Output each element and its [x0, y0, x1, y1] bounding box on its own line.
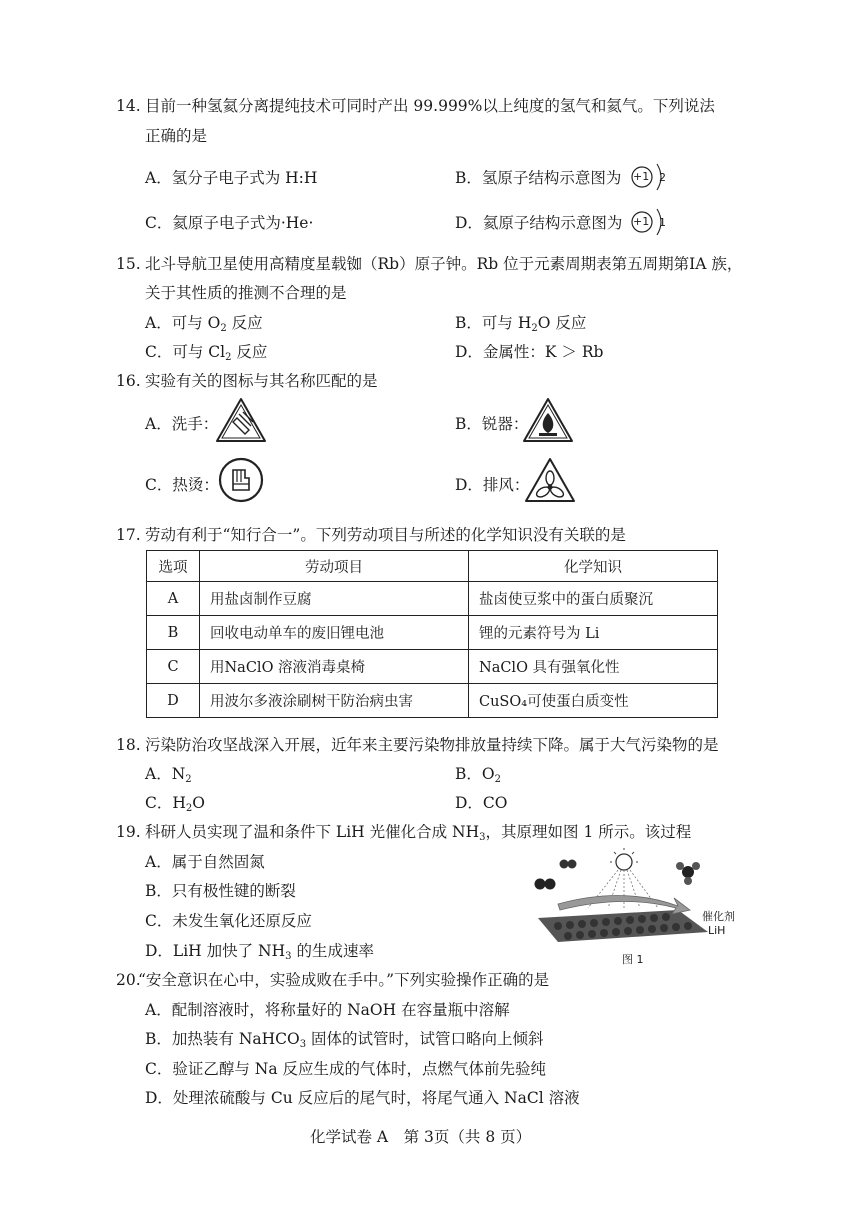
table-cell-option: A [147, 582, 200, 616]
q14-option-a: A．氢分子电子式为 H:H [145, 169, 318, 187]
table-cell-work: 回收电动单车的废旧锂电池 [200, 616, 469, 650]
q15-stem-line2: 关于其性质的推测不合理的是 [145, 284, 347, 302]
q16-number: 16. [116, 372, 141, 390]
table-row [147, 582, 718, 616]
photocatalysis-figure [528, 848, 728, 948]
q14-option-b: B．氢原子结构示意图为 [455, 169, 622, 187]
table-cell-knowledge: CuSO₄可使蛋白质变性 [469, 684, 718, 718]
table-row [147, 616, 718, 650]
nitrogen-molecule-icon [535, 879, 556, 890]
q20-option-b: B．加热装有 NaHCO$_3$ 固体的试管时，试管口略向上倾斜 [145, 1030, 544, 1050]
q19-option-b: B．只有极性键的断裂 [145, 882, 296, 900]
page-footer: 化学试卷 A 第 3页（共 8 页） [310, 1128, 532, 1146]
table-header-row [147, 551, 718, 582]
table-cell-option: B [147, 616, 200, 650]
q18-option-b: B．$O_2$ [455, 765, 501, 785]
q16-option-d: D．排风： [455, 476, 530, 494]
q14-option-d: D．氦原子结构示意图为 [455, 214, 623, 232]
q14-b-nucleus-label: +1 [633, 170, 650, 183]
table-row [147, 684, 718, 718]
fig-label-catalyst: 催化剂 [702, 910, 735, 923]
table-header-option: 选项 [147, 551, 200, 582]
q20-option-d: D．处理浓硫酸与 Cu 反应后的尾气时，将尾气通入 NaCl 溶液 [145, 1089, 580, 1107]
q14-b-shell-label: 2 [659, 171, 666, 184]
table-cell-knowledge: 锂的元素符号为 Li [469, 616, 718, 650]
q14-stem-line1: 目前一种氢氦分离提纯技术可同时产出 99.999%以上纯度的氢气和氦气。下列说法 [145, 97, 715, 115]
q14-stem-line2: 正确的是 [145, 127, 208, 145]
q19-stem: 科研人员实现了温和条件下 LiH 光催化合成 $NH_3$，其原理如图 1 所示。该过程 [145, 823, 692, 843]
q19-number: 19. [116, 823, 141, 841]
hand-wash-warning-icon [215, 396, 267, 444]
q19-option-a: A．属于自然固氮 [145, 853, 265, 871]
table-cell-knowledge: NaClO 具有强氧化性 [469, 650, 718, 684]
q14-option-c: C．氦原子电子式为·He· [145, 214, 314, 232]
q20-number: 20. [116, 971, 141, 989]
q18-stem: 污染防治攻坚战深入开展，近年来主要污染物排放量持续下降。属于大气污染物的是 [145, 736, 719, 754]
catalyst-surface [538, 910, 708, 942]
table-cell-work: 用盐卤制作豆腐 [200, 582, 469, 616]
table-cell-option: D [147, 684, 200, 718]
q15-option-c: C．可与 $Cl_2$ 反应 [145, 343, 268, 363]
ammonia-molecule-icon [676, 862, 700, 885]
table-header-knowledge: 化学知识 [469, 551, 718, 582]
figure-caption: 图 1 [622, 953, 644, 966]
q14-number: 14. [116, 97, 141, 115]
q14-d-shell-label: 1 [659, 216, 666, 229]
hand-glove-icon [218, 456, 264, 504]
q19-option-c: C．未发生氧化还原反应 [145, 912, 312, 930]
q17-table [146, 550, 718, 718]
q18-number: 18. [116, 736, 141, 754]
table-cell-work: 用波尔多液涂刷树干防治病虫害 [200, 684, 469, 718]
table-header-work: 劳动项目 [200, 551, 469, 582]
q16-option-c: C．热烫： [145, 476, 219, 494]
table-cell-option: C [147, 650, 200, 684]
q20-option-a: A．配制溶液时，将称量好的 NaOH 在容量瓶中溶解 [145, 1001, 510, 1019]
hydrogen-molecule-icon [560, 860, 577, 869]
q18-option-a: A．$N_2$ [145, 765, 192, 785]
q18-option-d: D．CO [455, 794, 508, 812]
q14-d-nucleus-label: +1 [633, 215, 650, 228]
q17-stem: 劳动有利于“知行合一”。下列劳动项目与所述的化学知识没有关联的是 [145, 526, 626, 544]
flame-warning-icon [522, 396, 574, 444]
table-cell-work: 用NaClO 溶液消毒桌椅 [200, 650, 469, 684]
q15-stem-line1: 北斗导航卫星使用高精度星载铷（Rb）原子钟。Rb 位于元素周期表第五周期第IA 族， [145, 255, 743, 273]
q16-stem: 实验有关的图标与其名称匹配的是 [145, 372, 378, 390]
fan-exhaust-warning-icon [524, 456, 576, 504]
q17-number: 17. [116, 526, 141, 544]
q15-option-a: A．可与 $O_2$ 反应 [145, 314, 263, 334]
q16-option-a: A．洗手： [145, 415, 219, 433]
q18-option-c: C．$H_2O$ [145, 794, 205, 814]
q15-option-d: D．金属性：K ＞ Rb [455, 343, 604, 361]
q16-option-b: B．锐器： [455, 415, 529, 433]
table-cell-knowledge: 盐卤使豆浆中的蛋白质聚沉 [469, 582, 718, 616]
q20-option-c: C．验证乙醇与 Na 反应生成的气体时，点燃气体前先验纯 [145, 1060, 547, 1078]
table-row [147, 650, 718, 684]
q19-option-d: D．LiH 加快了 $NH_3$ 的生成速率 [145, 942, 374, 962]
fig-label-lih: LiH [708, 924, 726, 937]
q20-stem: “安全意识在心中，实验成败在手中。”下列实验操作正确的是 [138, 971, 550, 989]
q15-option-b: B．可与 $H_2O$ 反应 [455, 314, 587, 334]
q15-number: 15. [116, 255, 141, 273]
